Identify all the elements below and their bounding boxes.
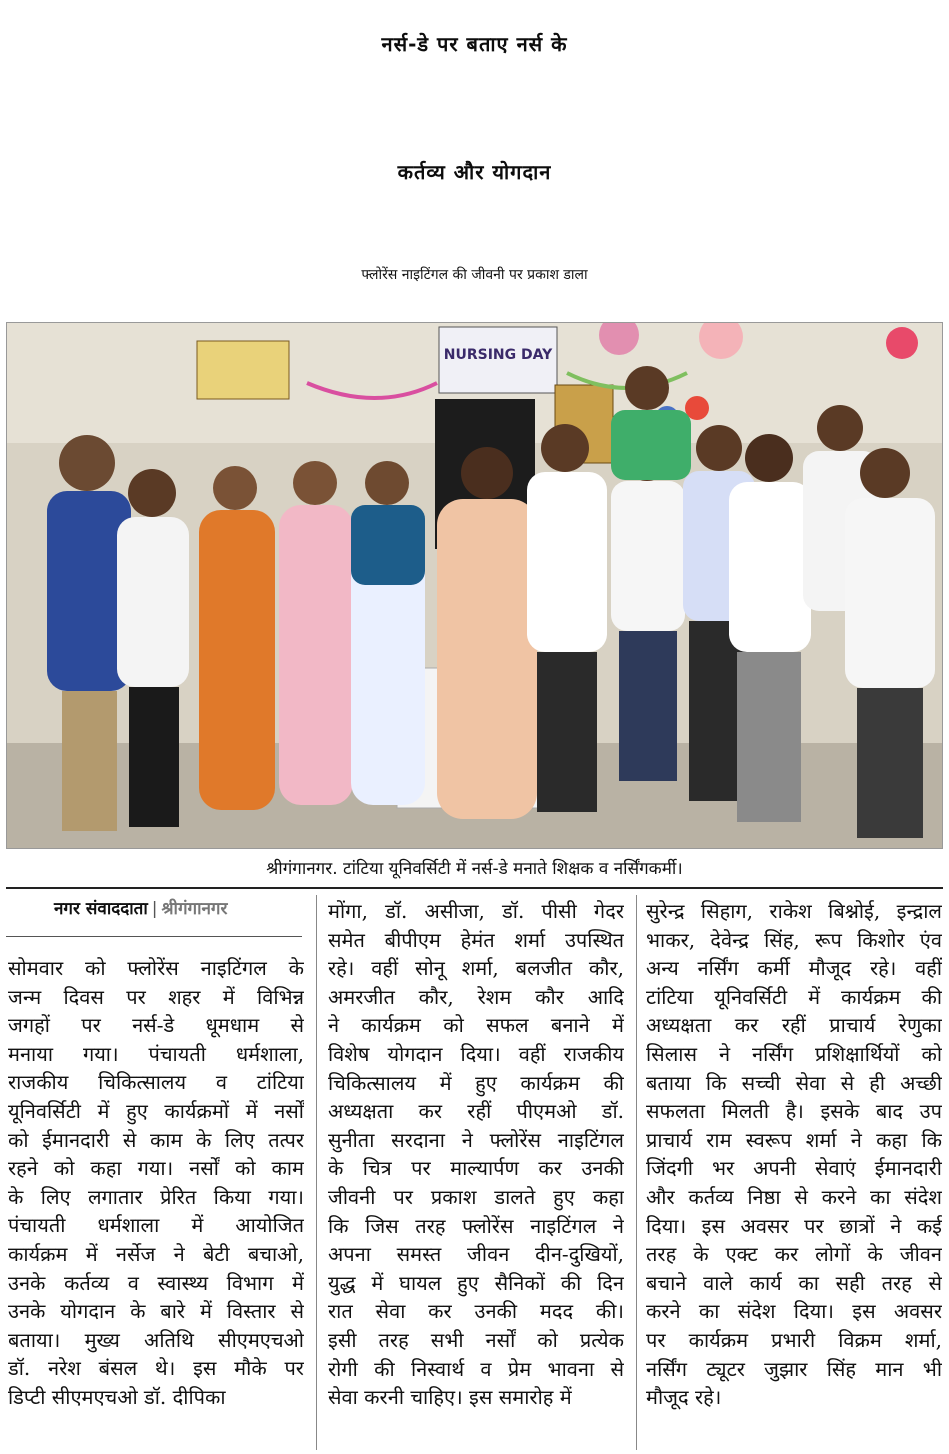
byline-reporter: नगर संवाददाता bbox=[54, 899, 148, 919]
article-line: पर कार्यक्रम प्रभारी विक्रम शर्मा, bbox=[646, 1327, 942, 1352]
article-line: के लिए लगातार प्रेरित किया गया। bbox=[8, 1184, 304, 1209]
article-line: अध्यक्षता कर रहीं पीएमओ डॉ. bbox=[328, 1099, 624, 1124]
article-line: युद्ध में घायल हुए सैनिकों की दिन bbox=[328, 1270, 624, 1295]
article-line: मोंगा, डॉ. असीजा, डॉ. पीसी गेदर bbox=[328, 899, 624, 923]
article-line: जीवनी पर प्रकाश डालते हुए कहा bbox=[328, 1184, 624, 1209]
banner-text: NURSING DAY bbox=[443, 347, 553, 363]
article-line: मनाया गया। पंचायती धर्मशाला, bbox=[8, 1041, 304, 1066]
article-line: सफलता मिलती है। इसके बाद उप bbox=[646, 1099, 942, 1124]
article-line: नर्सिंग ट्यूटर जुझार सिंह मान भी bbox=[646, 1356, 942, 1381]
column-divider bbox=[316, 895, 317, 1450]
article-line: सुनीता सरदाना ने फ्लोरेंस नाइटिंगल bbox=[328, 1127, 624, 1152]
article-line: करने का संदेश दिया। इस अवसर bbox=[646, 1299, 942, 1324]
article-line: प्राचार्य राम स्वरूप शर्मा ने कहा कि bbox=[646, 1127, 942, 1152]
article-line: उनके योगदान के बारे में विस्तार से bbox=[8, 1299, 304, 1324]
article-line: और कर्तव्य निष्ठा से करने का संदेश bbox=[646, 1184, 942, 1209]
article-line: जगहों पर नर्स-डे धूमधाम से bbox=[8, 1013, 304, 1038]
article-line: बचाने वाले कार्य का सही तरह से bbox=[646, 1270, 942, 1295]
news-photo bbox=[6, 322, 943, 849]
article-line: रोगी की निस्वार्थ व प्रेम भावना से bbox=[328, 1356, 624, 1381]
article-line: रहे। वहीं सोनू शर्मा, बलजीत कौर, bbox=[328, 956, 624, 981]
article-line: को ईमानदारी से काम के लिए तत्पर bbox=[8, 1127, 304, 1152]
article-column-2 bbox=[328, 897, 624, 1412]
headline-line-2: कर्तव्य और योगदान bbox=[397, 160, 552, 184]
article-column-3 bbox=[646, 897, 942, 1412]
article-line: कार्यक्रम में नर्सेज ने बेटी बचाओ, bbox=[8, 1241, 304, 1266]
section-rule bbox=[6, 887, 943, 889]
headline-line-1: नर्स-डे पर बताए नर्स के bbox=[381, 32, 568, 56]
article-line: चिकित्सालय में हुए कार्यक्रम की bbox=[328, 1070, 624, 1095]
article-line: ने कार्यक्रम को सफल बनाने में bbox=[328, 1013, 624, 1038]
byline bbox=[54, 897, 227, 921]
article-line: मौजूद रहे। bbox=[646, 1385, 722, 1410]
article-line: जन्म दिवस पर शहर में विभिन्न bbox=[8, 984, 304, 1009]
article-line: रहने को कहा गया। नर्सों को काम bbox=[8, 1156, 304, 1181]
article-line: सुरेन्द्र सिहाग, राकेश बिश्नोई, इन्द्राल bbox=[646, 899, 942, 923]
article-line: समेत बीपीएम हेमंत शर्मा उपस्थित bbox=[328, 927, 624, 952]
article-line: रात सेवा कर उनकी मदद की। bbox=[328, 1299, 624, 1324]
column-divider bbox=[636, 895, 637, 1450]
article-line: सोमवार को फ्लोरेंस नाइटिंगल के bbox=[8, 956, 304, 980]
article-line: भाकर, देवेन्द्र सिंह, रूप किशोर एंव bbox=[646, 927, 942, 952]
byline-separator: | bbox=[151, 899, 158, 919]
article-line: यूनिवर्सिटी में हुए कार्यक्रमों में नर्सों bbox=[8, 1098, 304, 1123]
article-line: पंचायती धर्मशाला में आयोजित bbox=[8, 1213, 304, 1238]
photo-caption: श्रीगंगानगर. टांटिया यूनिवर्सिटी में नर्स-डे मनाते शिक्षक व नर्सिंगकर्मी। bbox=[266, 859, 683, 879]
article-line: बताया। मुख्य अतिथि सीएमएचओ bbox=[8, 1327, 304, 1352]
article-line: टांटिया यूनिवर्सिटी में कार्यक्रम की bbox=[646, 984, 942, 1009]
article-line: इसी तरह सभी नर्सों को प्रत्येक bbox=[328, 1327, 624, 1352]
article-column-1 bbox=[8, 954, 304, 1412]
article-line: जिंदगी भर अपनी सेवाएं ईमानदारी bbox=[646, 1156, 942, 1181]
article-line: सिलास ने नर्सिंग प्रशिक्षार्थियों को bbox=[646, 1041, 942, 1066]
article-line: बताया कि सच्ची सेवा से ही अच्छी bbox=[646, 1070, 942, 1095]
article-line: डिप्टी सीएमएचओ डॉ. दीपिका bbox=[8, 1384, 226, 1409]
article-line: अन्य नर्सिंग कर्मी मौजूद रहे। वहीं bbox=[646, 956, 942, 981]
subheadline: फ्लोरेंस नाइटिंगल की जीवनी पर प्रकाश डाला bbox=[361, 267, 588, 283]
byline-rule bbox=[6, 936, 302, 937]
article-line: तरह के एक्ट कर लोगों के जीवन bbox=[646, 1242, 942, 1267]
article-line: विशेष योगदान दिया। वहीं राजकीय bbox=[328, 1041, 624, 1066]
article-line: उनके कर्तव्य व स्वास्थ्य विभाग में bbox=[8, 1270, 304, 1295]
article-line: अध्यक्षता कर रहीं प्राचार्य रेणुका bbox=[646, 1013, 942, 1038]
article-line: दिया। इस अवसर पर छात्रों ने कई bbox=[646, 1213, 942, 1238]
article-line: अमरजीत कौर, रेशम कौर आदि bbox=[328, 984, 624, 1009]
article-line: कि जिस तरह फ्लोरेंस नाइटिंगल ने bbox=[328, 1213, 624, 1238]
article-line: अपना समस्त जीवन दीन-दुखियों, bbox=[328, 1242, 624, 1267]
article-line: के चित्र पर माल्यार्पण कर उनकी bbox=[328, 1156, 624, 1181]
article-line: डॉ. नरेश बंसल थे। इस मौके पर bbox=[8, 1356, 304, 1381]
byline-place: श्रीगंगानगर bbox=[161, 899, 228, 919]
article-line: राजकीय चिकित्सालय व टांटिया bbox=[8, 1070, 304, 1095]
article-line: सेवा करनी चाहिए। इस समारोह में bbox=[328, 1385, 572, 1410]
